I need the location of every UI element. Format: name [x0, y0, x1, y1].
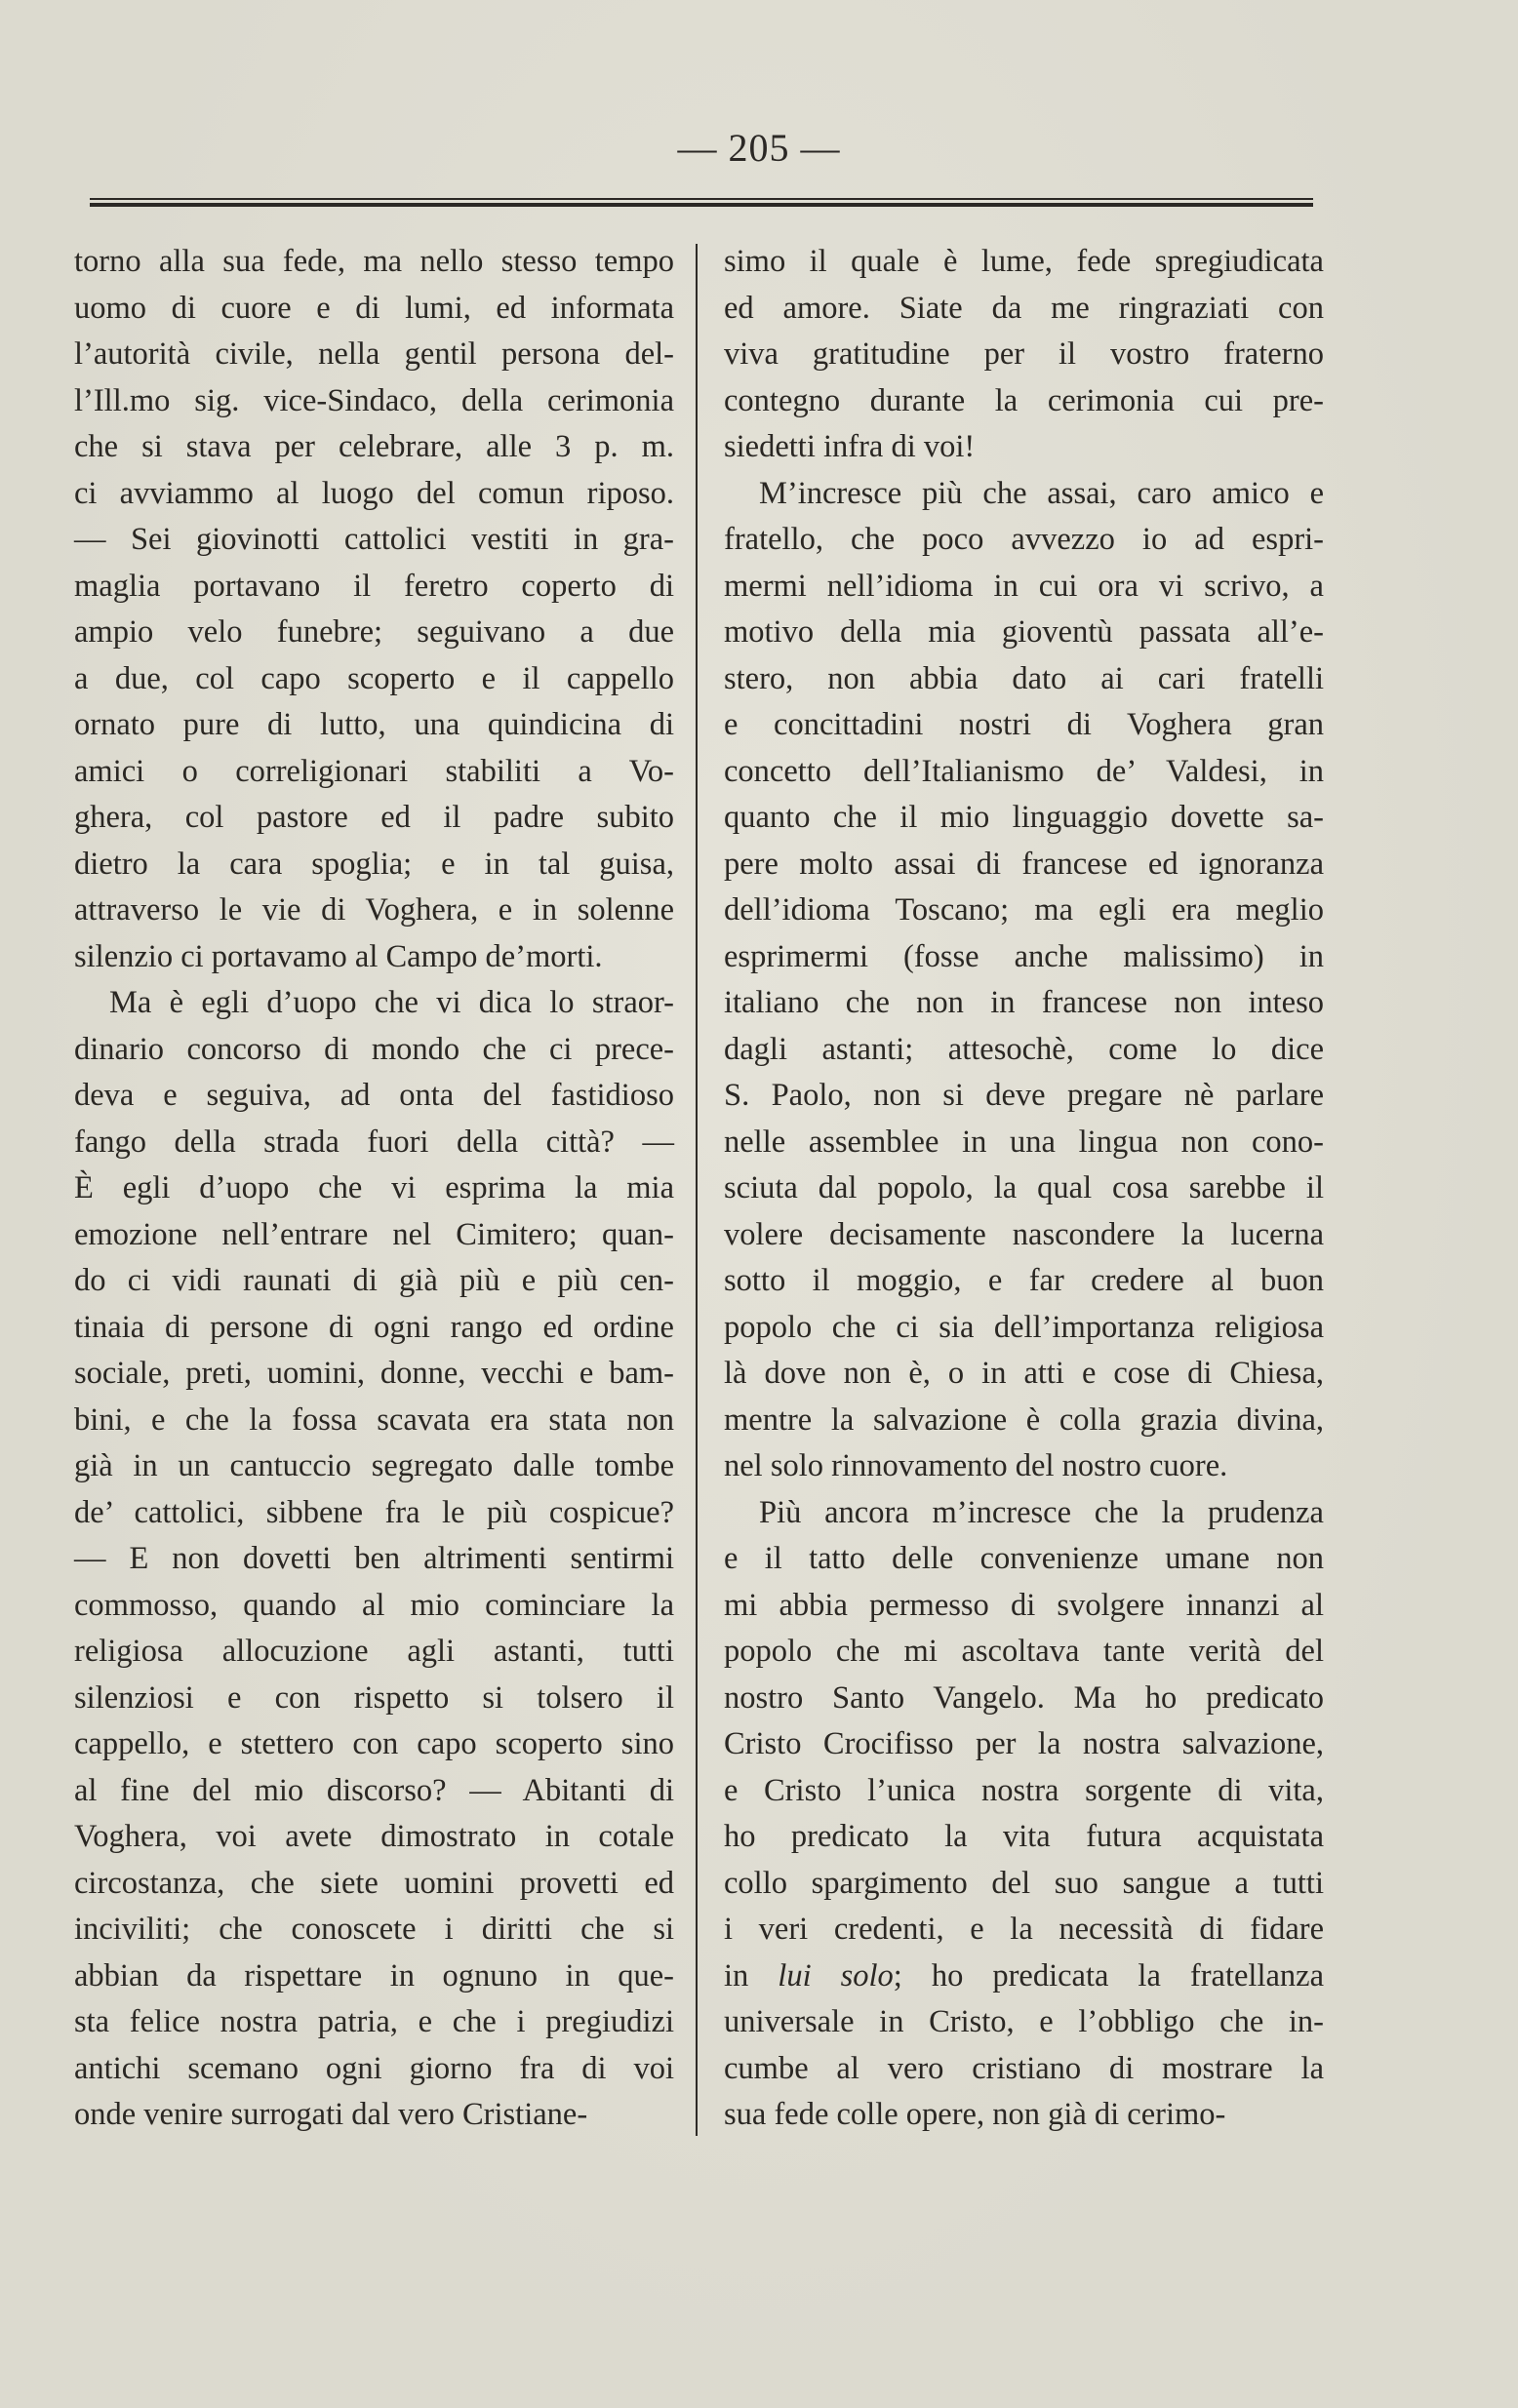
text-line: ho predicato la vita futura acquistata: [724, 1819, 1324, 1854]
text-line: ci avviammo al luogo del comun riposo.: [74, 475, 674, 511]
text-line: S. Paolo, non si deve pregare nè parlare: [724, 1078, 1324, 1113]
text-line: già in un cantuccio segregato dalle tombe: [74, 1448, 674, 1483]
text-line: italiano che non in francese non inteso: [724, 985, 1324, 1020]
text-line: mermi nell’idioma in cui ora vi scrivo, a: [724, 568, 1324, 604]
text-line: ghera, col pastore ed il padre subito: [74, 800, 674, 835]
text-line: maglia portavano il feretro coperto di: [74, 568, 674, 604]
text-line: l’Ill.mo sig. vice-Sindaco, della cerimonia: [74, 382, 674, 418]
text-line: sua fede colle opere, non già di cerimo-: [724, 2097, 1226, 2132]
text-line: a due, col capo scoperto e il cappello: [74, 660, 674, 696]
text-line: antichi scemano ogni giorno fra di voi: [74, 2050, 674, 2086]
text-line: volere decisamente nascondere la lucerna: [724, 1216, 1324, 1252]
text-line: in lui solo; ho predicata la fratellanza: [724, 1957, 1324, 1994]
text-line: amici o correligionari stabiliti a Vo-: [74, 753, 674, 789]
text-line: — E non dovetti ben altrimenti sentirmi: [74, 1541, 674, 1576]
column-divider: [696, 244, 698, 2136]
text-line: silenzio ci portavamo al Campo de’morti.: [74, 938, 603, 974]
text-line: nelle assemblee in una lingua non cono-: [724, 1124, 1324, 1160]
text-line: i veri credenti, e la necessità di fidare: [724, 1912, 1324, 1947]
text-line: e concittadini nostri di Voghera gran: [724, 707, 1324, 742]
text-line: È egli d’uopo che vi esprima la mia: [74, 1170, 674, 1205]
text-line: silenziosi e con rispetto si tolsero il: [74, 1679, 674, 1716]
text-line: emozione nell’entrare nel Cimitero; quan-: [74, 1216, 674, 1252]
text-line: inciviliti; che conoscete i diritti che si: [74, 1912, 674, 1947]
left-column: [74, 239, 674, 2139]
text-line: torno alla sua fede, ma nello stesso tempo: [74, 244, 674, 279]
text-line: — Sei giovinotti cattolici vestiti in gra-: [74, 522, 674, 557]
text-line: cappello, e stettero con capo scoperto sino: [74, 1726, 674, 1761]
text-line: simo il quale è lume, fede spregiudicata: [724, 244, 1324, 279]
text-line: ampio velo funebre; seguivano a due: [74, 614, 674, 650]
text-line: viva gratitudine per il vostro fraterno: [724, 336, 1324, 372]
text-line: esprimermi (fosse anche malissimo) in: [724, 938, 1324, 974]
text-line: M’incresce più che assai, caro amico e: [759, 475, 1324, 511]
text-line: popolo che mi ascoltava tante verità del: [724, 1634, 1324, 1669]
text-line: ornato pure di lutto, una quindicina di: [74, 707, 674, 742]
text-line: concetto dell’Italianismo de’ Valdesi, in: [724, 753, 1324, 789]
text-line: stero, non abbia dato ai cari fratelli: [724, 660, 1324, 696]
text-line: bini, e che la fossa scavata era stata non: [74, 1401, 674, 1438]
page-number: — 205 —: [677, 126, 841, 170]
text-line: là dove non è, o in atti e cose di Chiesa,: [724, 1356, 1324, 1391]
text-line: mentre la salvazione è colla grazia divina,: [724, 1401, 1324, 1438]
italic-phrase: lui solo: [778, 1957, 894, 1994]
text-line: dagli astanti; attesochè, come lo dice: [724, 1031, 1324, 1067]
text-line: dell’idioma Toscano; ma egli era meglio: [724, 892, 1324, 928]
text-line: commosso, quando al mio cominciare la: [74, 1587, 674, 1623]
text-line: l’autorità civile, nella gentil persona del-: [74, 336, 674, 372]
text-line: Ma è egli d’uopo che vi dica lo straor-: [109, 985, 674, 1020]
text-line: universale in Cristo, e l’obbligo che in-: [724, 2004, 1324, 2039]
text-line: Più ancora m’incresce che la prudenza: [759, 1494, 1324, 1530]
text-line: siedetti infra di voi!: [724, 429, 976, 464]
text-line: cumbe al vero cristiano di mostrare la: [724, 2050, 1324, 2086]
text-line: sociale, preti, uomini, donne, vecchi e bam-: [74, 1356, 674, 1391]
text-line: attraverso le vie di Voghera, e in solenne: [74, 892, 674, 928]
text-line: abbian da rispettare in ognuno in que-: [74, 1957, 674, 1994]
text-line: religiosa allocuzione agli astanti, tutti: [74, 1634, 674, 1669]
text-line: onde venire surrogati dal vero Cristiane-: [74, 2097, 588, 2132]
text-line: sotto il moggio, e far credere al buon: [724, 1263, 1324, 1298]
text-line: dinario concorso di mondo che ci prece-: [74, 1031, 674, 1067]
text-line: Voghera, voi avete dimostrato in cotale: [74, 1819, 674, 1854]
header-rule: [90, 198, 1313, 207]
text-line: nel solo rinnovamento del nostro cuore.: [724, 1448, 1228, 1483]
text-line: dietro la cara spoglia; e in tal guisa,: [74, 846, 674, 882]
right-column: [724, 239, 1324, 2139]
text-line: ed amore. Siate da me ringraziati con: [724, 290, 1324, 326]
text-line: che si stava per celebrare, alle 3 p. m.: [74, 429, 674, 464]
text-line: sta felice nostra patria, e che i pregiudizi: [74, 2004, 674, 2039]
text-line: pere molto assai di francese ed ignoranza: [724, 846, 1324, 882]
text-line: nostro Santo Vangelo. Ma ho predicato: [724, 1679, 1324, 1716]
text-line: sciuta dal popolo, la qual cosa sarebbe il: [724, 1170, 1324, 1205]
text-line: do ci vidi raunati di già più e più cen-: [74, 1263, 674, 1298]
text-line: motivo della mia gioventù passata all’e-: [724, 614, 1324, 650]
text-line: collo spargimento del suo sangue a tutti: [724, 1865, 1324, 1901]
text-line: fango della strada fuori della città? —: [74, 1124, 674, 1160]
text-line: uomo di cuore e di lumi, ed informata: [74, 290, 674, 326]
text-line: deva e seguiva, ad onta del fastidioso: [74, 1078, 674, 1113]
text-line: contegno durante la cerimonia cui pre-: [724, 382, 1324, 418]
text-line: tinaia di persone di ogni rango ed ordine: [74, 1309, 674, 1345]
text-line: circostanza, che siete uomini provetti ed: [74, 1865, 674, 1901]
text-line: e il tatto delle convenienze umane non: [724, 1541, 1324, 1576]
text-line: de’ cattolici, sibbene fra le più cospicue?: [74, 1494, 674, 1530]
text-line: Cristo Crocifisso per la nostra salvazione,: [724, 1726, 1324, 1761]
text-line: al fine del mio discorso? — Abitanti di: [74, 1772, 674, 1808]
text-line: fratello, che poco avvezzo io ad espri-: [724, 522, 1324, 557]
text-line: e Cristo l’unica nostra sorgente di vita,: [724, 1772, 1324, 1808]
text-line: mi abbia permesso di svolgere innanzi al: [724, 1587, 1324, 1623]
text-line: popolo che ci sia dell’importanza religiosa: [724, 1309, 1324, 1345]
text-line: quanto che il mio linguaggio dovette sa-: [724, 800, 1324, 835]
text-line-tail: ; ho predicata la fratellanza: [893, 1957, 1324, 1994]
